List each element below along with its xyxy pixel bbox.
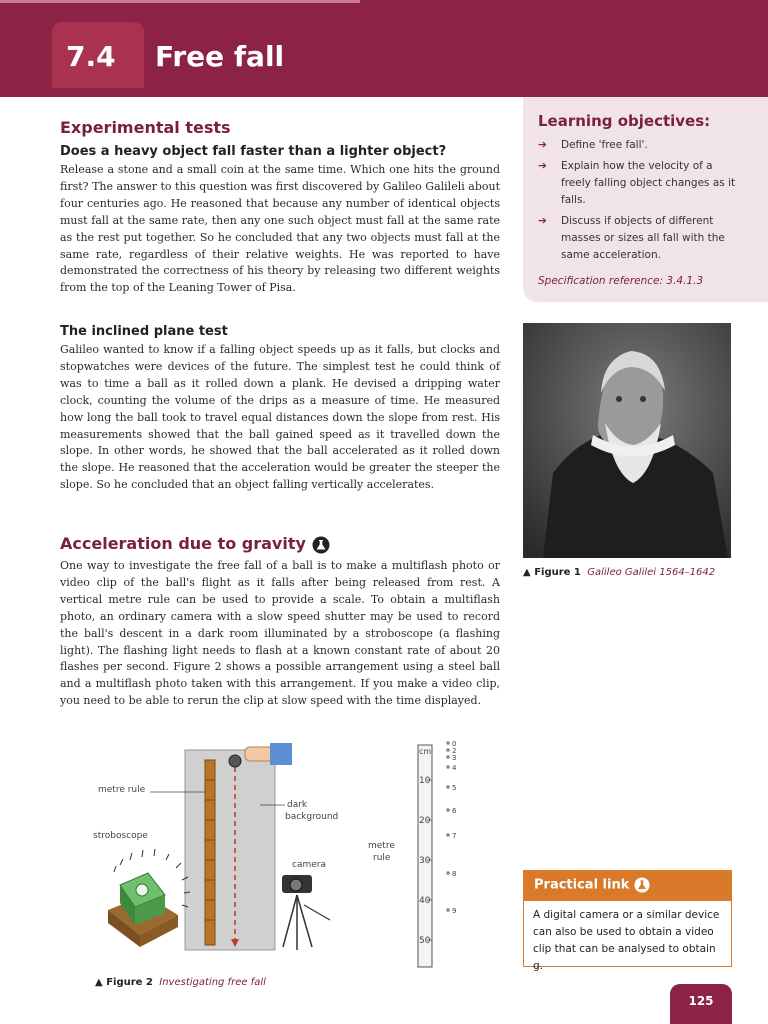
arrow-icon: ➔ (538, 139, 547, 151)
acceleration-body: One way to investigate the free fall of a ball is to make a multiflash photo or video clip of the ball's flight as it falls after being released from rest. A vertical metre rule can be used to provide a scale. To obtain a multiflash photo, an ordinary camera with a slow speed shutter may be used to record the ball's descent in a dark room illuminated by a stroboscope (a flashing light). The flashing light needs to flash at a known constant rate of about 20 flashes per second. Figure 2 shows a possible arrangement using a steel ball and a multiflash photo taken with this arrangement. If you make a video clip, you need to be able to rerun the clip at slow speed with the time displayed. (60, 559, 500, 708)
objective-item (538, 213, 738, 264)
metre-rule-bar (205, 760, 215, 945)
figure2-caption-text: Investigating free fall (159, 977, 266, 988)
camera (282, 875, 330, 950)
label-metre-rule: metre rule (98, 785, 146, 795)
ball-mark: 3 (452, 754, 457, 762)
ball-mark: 6 (452, 807, 457, 815)
figure2-label: Figure 2 (106, 977, 153, 988)
heavy-object-question: Does a heavy object fall faster than a lighter object? (60, 144, 447, 159)
header-topline (0, 0, 360, 3)
specification-reference: Specification reference: 3.4.1.3 (538, 275, 704, 287)
steel-ball (229, 755, 241, 767)
section-number: 7.4 (66, 40, 116, 73)
label-metre-right: metre (368, 841, 395, 851)
figure1-label: Figure 1 (534, 567, 581, 578)
triangle-icon: ▲ (523, 567, 531, 578)
experimental-tests-heading: Experimental tests (60, 118, 231, 137)
practical-flask-icon (312, 536, 330, 554)
experimental-tests-body: Release a stone and a small coin at the same time. Which one hits the ground first? The answer to this question was first discovered by Galileo Galileli about four centuries ago. He reasoned that because any number of identical objects must fall at the same rate, then any one such object must fall at the same rate as the rest put together. So he concluded that any two objects must fall at the same rate, regardless of their relative weights. He was reported to have demonstrated the correctness of his theory by releasing two different weights from the top of the Leaning Tower of Pisa. (60, 163, 500, 295)
ball-mark: 7 (452, 832, 457, 840)
learning-objectives-title: Learning objectives: (538, 112, 711, 130)
objective-item (538, 158, 738, 209)
portrait-illustration (523, 323, 731, 558)
ball-mark: 2 (452, 747, 457, 755)
practical-link-title (534, 877, 650, 893)
scale-tick: 20 (419, 816, 431, 826)
stroboscope (108, 873, 178, 947)
ball-positions (446, 741, 450, 912)
label-stroboscope: stroboscope (93, 831, 148, 841)
practical-link-box (523, 870, 732, 972)
scale-tick: 30 (419, 856, 431, 866)
galileo-portrait (523, 323, 731, 558)
dark-background-board (185, 750, 275, 950)
label-camera: camera (292, 860, 326, 870)
figure1-caption (523, 567, 715, 578)
objective-text: Discuss if objects of different masses or sizes all fall with the same acceleration. (561, 215, 725, 261)
sleeve (270, 743, 292, 765)
ball-mark: 9 (452, 907, 457, 915)
page-number: 125 (688, 994, 714, 1008)
arrow-icon: ➔ (538, 160, 547, 172)
section-title: Free fall (155, 40, 285, 73)
label-dark: dark (287, 800, 308, 810)
figure2-caption (95, 977, 266, 988)
practical-link-text: A digital camera or a similar device can also be used to obtain a video clip that can be analysed to obtain g. (533, 909, 720, 972)
objective-item (538, 137, 738, 154)
ball-mark: 8 (452, 870, 457, 878)
learning-objectives-list (538, 137, 738, 268)
ball-mark: 5 (452, 784, 457, 792)
objective-text: Define 'free fall'. (561, 139, 648, 151)
scale-tick: 40 (419, 896, 431, 906)
scale-tick: 50 (419, 936, 431, 946)
practical-link-title-text: Practical link (534, 877, 630, 893)
arrow-icon: ➔ (538, 215, 547, 227)
scale-tick: 10 (419, 776, 431, 786)
scale-unit: cm (419, 747, 432, 756)
acceleration-heading-text: Acceleration due to gravity (60, 534, 306, 553)
acceleration-heading (60, 534, 330, 554)
label-rule-right: rule (373, 853, 391, 863)
label-background: background (285, 812, 339, 822)
objective-text: Explain how the velocity of a freely falling object changes as it falls. (561, 160, 736, 206)
figure2-diagram (90, 735, 490, 975)
inclined-plane-heading: The inclined plane test (60, 324, 228, 339)
practical-flask-icon (634, 877, 650, 893)
ball-mark: 4 (452, 764, 457, 772)
figure1-caption-text: Galileo Galilei 1564–1642 (587, 567, 716, 578)
ball-mark: 0 (452, 740, 457, 748)
triangle-icon: ▲ (95, 977, 103, 988)
inclined-plane-body: Galileo wanted to know if a falling object speeds up as it falls, but clocks and stopwatches were devices of the future. The simplest test he could think of was to time a ball as it rolled down a plank. He devised a dripping water clock, counting the volume of the drips as a measure of time. He measured how long the ball took to travel equal distances down the slope from rest. His measurements showed that the ball gained speed as it travelled down the slope. In other words, he showed that the ball accelerated as it rolled down the slope. He reasoned that the acceleration would be greater the steeper the slope. So he concluded that an object falling vertically accelerates. (60, 343, 500, 492)
